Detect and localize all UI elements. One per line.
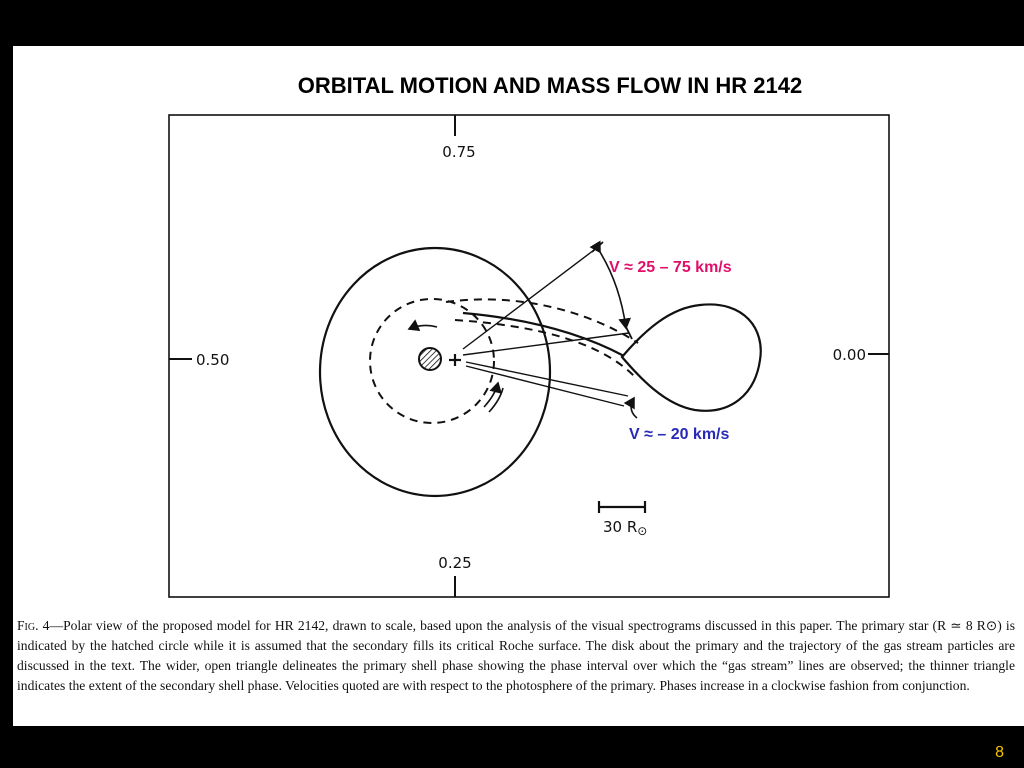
figure-frame xyxy=(169,115,889,597)
primary-shell-annotation: V ≈ 25 – 75 km/s xyxy=(609,259,732,276)
slide-title: ORBITAL MOTION AND MASS FLOW IN HR 2142 xyxy=(297,73,803,98)
secondary-roche-lobe xyxy=(622,304,761,410)
secondary-shell-pointer xyxy=(631,398,637,418)
phase-label-bottom: 0.25 xyxy=(438,554,472,572)
primary-shell-end-tick-upper xyxy=(592,242,603,252)
phase-label-top: 0.75 xyxy=(442,143,476,161)
secondary-shell-annotation: V ≈ – 20 km/s xyxy=(629,426,730,443)
primary-shell-line-upper xyxy=(463,247,598,349)
center-of-mass-cross-icon xyxy=(449,354,461,366)
caption-text: —Polar view of the proposed model for HR 2142, drawn to scale, based upon the analysis of the visual spectrograms discussed in this paper. The primary star (R ≃ 8 R⊙) is indicated by the hatched circle while it is assumed that the secondary fills its critical Roche surface. The disk about the primary and the trajectory of the gas stream particles are discussed in the text. The wider, open triangle delineates the primary shell phase showing the phase interval over which the “gas stream” lines are observed; the thinner triangle indicates the extent of the secondary shell phase. Velocities quoted are with respect to the photosphere of the primary. Phases increase in a clockwise fashion from conjunction. xyxy=(17,618,1015,693)
scale-bar-label: 30 $R_⊙$ xyxy=(603,518,648,538)
scale-bar xyxy=(599,501,645,513)
solar-subscript: ⊙ xyxy=(637,524,648,538)
phase-label-right: 0.00 xyxy=(832,346,866,364)
rotation-arrow-top xyxy=(409,325,437,329)
page-number: 8 xyxy=(995,744,1004,761)
primary-star xyxy=(419,348,441,370)
phase-label-left: 0.50 xyxy=(196,351,230,369)
caption-label: Fig. 4 xyxy=(17,618,50,633)
rotation-arrow-right-2 xyxy=(489,388,503,412)
figure-caption xyxy=(17,616,1015,696)
